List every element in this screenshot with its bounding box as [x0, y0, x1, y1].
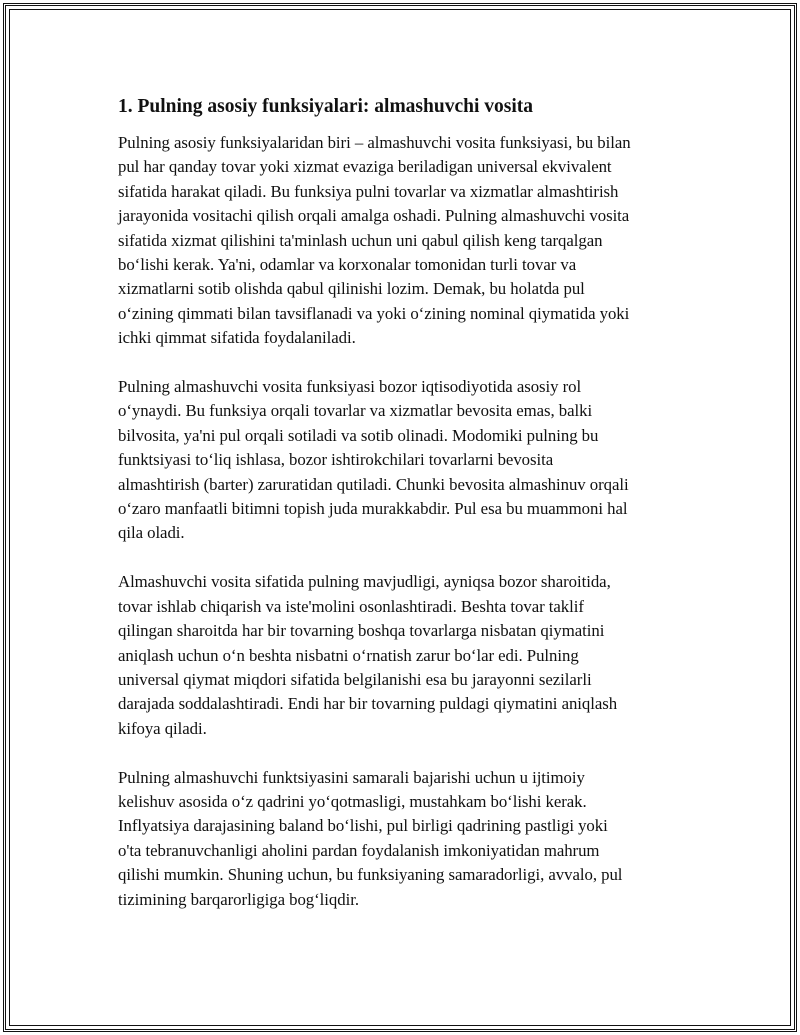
paragraph-line: Almashuvchi vosita sifatida pulning mavjudligi, ayniqsa bozor sharoitida,: [118, 572, 611, 592]
paragraph-line: o‘ynaydi. Bu funksiya orqali tovarlar va xizmatlar bevosita emas, balki: [118, 401, 593, 421]
paragraph-line: xizmatlarni sotib olishda qabul qilinishi lozim. Demak, bu holatda pul: [118, 279, 585, 299]
paragraph-list: [118, 131, 686, 912]
paragraph-3: [118, 570, 686, 741]
paragraph-line: jarayonida vositachi qilish orqali amalga oshadi. Pulning almashuvchi vosita: [118, 206, 630, 226]
paragraph-line: qilishi mumkin. Shuning uchun, bu funksiyaning samaradorligi, avvalo, pul: [118, 865, 623, 885]
paragraph-line: Pulning asosiy funksiyalaridan biri – almashuvchi vosita funksiyasi, bu bilan: [118, 133, 631, 152]
paragraph-line: pul har qanday tovar yoki xizmat evaziga beriladigan universal ekvivalent: [118, 157, 612, 177]
paragraph-1: [118, 131, 686, 351]
paragraph-line: universal qiymat miqdori sifatida belgilanishi esa bu jarayonni sezilarli: [118, 669, 592, 689]
document-body: [118, 95, 686, 936]
paragraph-line: sifatida harakat qiladi. Bu funksiya pulni tovarlar va xizmatlar almashtirish: [118, 181, 619, 201]
paragraph-line: o‘zaro manfaatli bitimni topish juda murakkabdir. Pul esa bu muammoni hal: [118, 499, 628, 519]
paragraph-line: sifatida xizmat qilishini ta'minlash uchun uni qabul qilish keng tarqalgan: [118, 230, 603, 250]
paragraph-line: bilvosita, ya'ni pul orqali sotiladi va sotib olinadi. Modomiki pulning bu: [118, 425, 599, 445]
paragraph-line: kelishuv asosida o‘z qadrini yo‘qotmasligi, mustahkam bo‘lishi kerak.: [118, 791, 587, 811]
paragraph-line: ichki qimmat sifatida foydalaniladi.: [118, 328, 356, 348]
paragraph-line: kifoya qiladi.: [118, 718, 207, 738]
paragraph-line: funktsiyasi to‘liq ishlasa, bozor ishtirokchilari tovarlarni bevosita: [118, 450, 554, 470]
paragraph-line: qila oladi.: [118, 523, 185, 543]
paragraph-line: tovar ishlab chiqarish va iste'molini osonlashtiradi. Beshta tovar taklif: [118, 596, 584, 616]
paragraph-line: Pulning almashuvchi funktsiyasini samarali bajarishi uchun u ijtimoiy: [118, 767, 585, 787]
paragraph-line: o'ta tebranuvchanligi aholini pardan foydalanish imkoniyatidan mahrum: [118, 840, 600, 860]
paragraph-2: [118, 375, 686, 546]
document-title: 1. Pulning asosiy funksiyalari: almashuvchi vosita: [118, 96, 534, 117]
paragraph-line: bo‘lishi kerak. Ya'ni, odamlar va korxonalar tomonidan turli tovar va: [118, 255, 577, 275]
paragraph-line: aniqlash uchun o‘n beshta nisbatni o‘rnatish zarur bo‘lar edi. Pulning: [118, 645, 579, 665]
paragraph-line: darajada soddalashtiradi. Endi har bir tovarning puldagi qiymatini aniqlash: [118, 694, 618, 714]
paragraph-line: Inflyatsiya darajasining baland bo‘lishi, pul birligi qadrining pastligi yoki: [118, 816, 608, 836]
paragraph-line: qilingan sharoitda har bir tovarning boshqa tovarlarga nisbatan qiymatini: [118, 621, 605, 641]
paragraph-line: o‘zining qimmati bilan tavsiflanadi va yoki o‘zining nominal qiymatida yoki: [118, 303, 630, 323]
paragraph-4: [118, 766, 686, 912]
paragraph-line: tizimining barqarorligiga bog‘liqdir.: [118, 889, 359, 909]
paragraph-line: almashtirish (barter) zaruratidan qutiladi. Chunki bevosita almashinuv orqali: [118, 474, 629, 494]
paragraph-line: Pulning almashuvchi vosita funksiyasi bozor iqtisodiyotida asosiy rol: [118, 377, 582, 397]
